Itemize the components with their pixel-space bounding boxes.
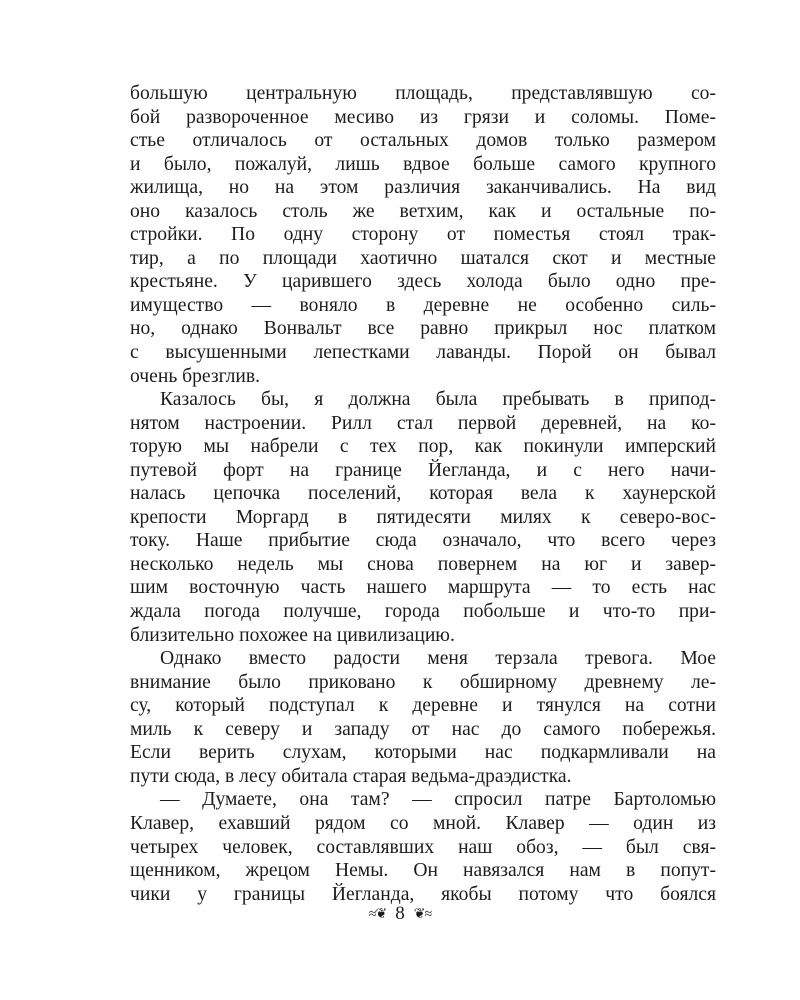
body-text: [130, 82, 716, 906]
text-line: току. Наше прибытие сюда означало, что всего через: [130, 530, 716, 552]
text-line: тир, а по площади хаотично шатался скот и местные: [130, 247, 716, 269]
text-line: четырех человек, составлявших наш обоз, — был свя-: [130, 836, 716, 858]
text-line: очень брезглив.: [130, 365, 261, 387]
text-line: миль к северу и западу от нас до самого побережья.: [130, 718, 716, 740]
text-line: налась цепочка поселений, которая вела к хаунерской: [130, 483, 716, 505]
text-line: стройки. По одну сторону от поместья стоял трак-: [130, 224, 716, 246]
text-line: путевой форт на границе Йегланда, и с него начи-: [130, 459, 716, 481]
text-line: крепости Моргард в пятидесяти милях к северо-вос-: [130, 506, 716, 528]
text-line: бой развороченное месиво из грязи и соломы. Поме-: [130, 106, 716, 128]
text-line: шим восточную часть нашего маршрута — то есть нас: [130, 577, 716, 599]
text-line: большую центральную площадь, представлявшую со-: [130, 83, 716, 104]
text-line: внимание было приковано к обширному древнему ле-: [130, 671, 716, 693]
text-line: имущество — воняло в деревне не особенно силь-: [130, 294, 716, 316]
left-ornament: ≈❦: [368, 906, 387, 922]
text-line: крестьяне. У царившего здесь холода было одно пре-: [130, 271, 716, 293]
text-line: Казалось бы, я должна была пребывать в припод-: [160, 389, 716, 411]
right-ornament: ❦≈: [413, 906, 432, 922]
text-line: пути сюда, в лесу обитала старая ведьма-драэдистка.: [130, 765, 572, 787]
text-line: Однако вместо радости меня терзала тревога. Мое: [160, 648, 716, 670]
text-line: оно казалось столь же ветхим, как и остальные по-: [130, 200, 716, 222]
text-line: чики у границы Йегланда, якобы потому что боялся: [130, 883, 716, 905]
text-line: с высушенными лепестками лаванды. Порой он бывал: [130, 342, 716, 364]
text-line: несколько недель мы снова повернем на юг и завер-: [130, 553, 716, 575]
text-line: Если верить слухам, которыми нас подкармливали на: [130, 742, 716, 764]
text-line: близительно похожее на цивилизацию.: [130, 624, 455, 646]
page-folio: [0, 903, 800, 925]
text-line: жилища, но на этом различия заканчивались. На вид: [130, 177, 716, 199]
text-line: — Думаете, она там? — спросил патре Бартоломью: [160, 789, 716, 811]
text-line: торую мы набрели с тех пор, как покинули имперский: [130, 436, 716, 458]
text-line: нятом настроении. Рилл стал первой деревней, на ко-: [130, 412, 716, 434]
text-line: Клавер, ехавший рядом со мной. Клавер — один из: [130, 812, 716, 834]
text-line: стье отличалось от остальных домов только размером: [130, 130, 716, 152]
text-line: су, который подступал к деревне и тянулся на сотни: [130, 695, 716, 717]
page-number: 8: [395, 903, 405, 924]
text-line: ждала погода получше, города побольше и что-то при-: [130, 601, 716, 623]
text-line: и было, пожалуй, лишь вдвое больше самого крупного: [130, 153, 716, 175]
text-line: щенником, жрецом Немы. Он навязался нам в попут-: [130, 860, 716, 882]
text-line: но, однако Вонвальт все равно прикрыл нос платком: [130, 318, 716, 340]
